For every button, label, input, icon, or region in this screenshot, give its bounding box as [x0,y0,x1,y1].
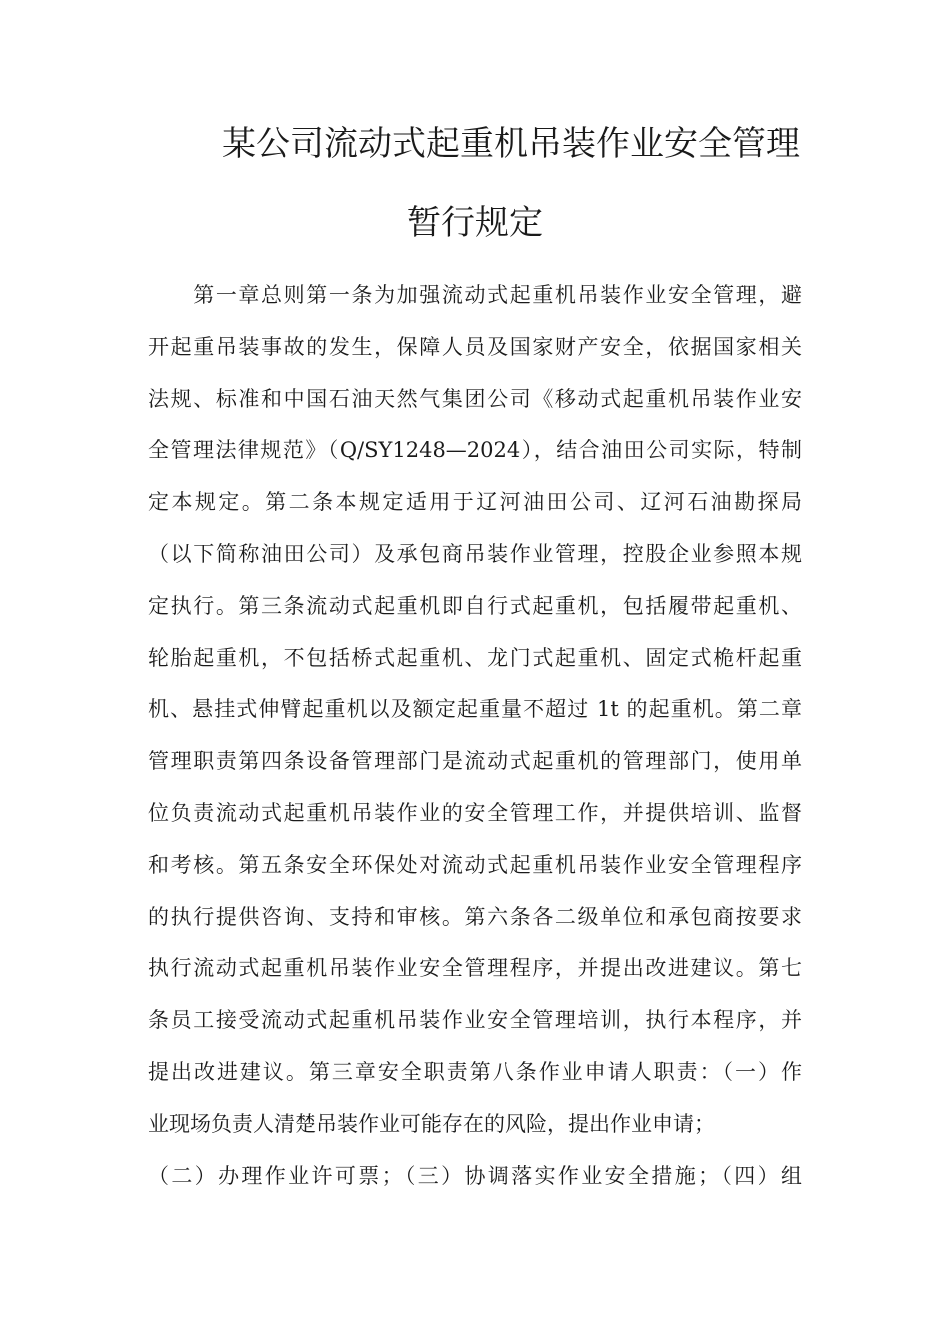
body-line: （以下简称油田公司）及承包商吊装作业管理，控股企业参照本规 [148,541,802,566]
document-title-line-2: 暂行规定 [407,203,543,243]
body-line: 轮胎起重机，不包括桥式起重机、龙门式起重机、固定式桅杆起重 [148,645,802,670]
body-line: 第一章总则第一条为加强流动式起重机吊装作业安全管理，避 [148,283,802,307]
body-line: 的执行提供咨询、支持和审核。第六条各二级单位和承包商按要求 [148,904,802,929]
body-line: 业现场负责人清楚吊装作业可能存在的风险，提出作业申请； [148,1111,715,1136]
body-line: 全管理法律规范》（Q/SY1248—2024），结合油田公司实际，特制 [148,438,802,463]
body-line: 条员工接受流动式起重机吊装作业安全管理培训，执行本程序，并 [148,1008,802,1033]
body-line: 法规、标准和中国石油天然气集团公司《移动式起重机吊装作业安 [148,386,802,411]
body-line: （二）办理作业许可票；（三）协调落实作业安全措施；（四）组 [148,1163,802,1188]
body-line: 管理职责第四条设备管理部门是流动式起重机的管理部门，使用单 [148,749,802,774]
body-line: 机、悬挂式伸臂起重机以及额定起重量不超过 1t 的起重机。第二章 [148,697,802,722]
body-line: 和考核。第五条安全环保处对流动式起重机吊装作业安全管理程序 [148,852,802,877]
document-title-line-1: 某公司流动式起重机吊装作业安全管理 [222,124,800,164]
document-body [148,270,802,1202]
body-line: 定本规定。第二条本规定适用于辽河油田公司、辽河石油勘探局 [148,490,802,515]
body-line: 定执行。第三条流动式起重机即自行式起重机，包括履带起重机、 [148,593,802,618]
body-line: 提出改进建议。第三章安全职责第八条作业申请人职责：（一）作 [148,1059,802,1084]
body-line: 执行流动式起重机吊装作业安全管理程序，并提出改进建议。第七 [148,956,802,981]
body-line: 位负责流动式起重机吊装作业的安全管理工作，并提供培训、监督 [148,800,802,825]
body-line: 开起重吊装事故的发生，保障人员及国家财产安全，依据国家相关 [148,334,802,359]
